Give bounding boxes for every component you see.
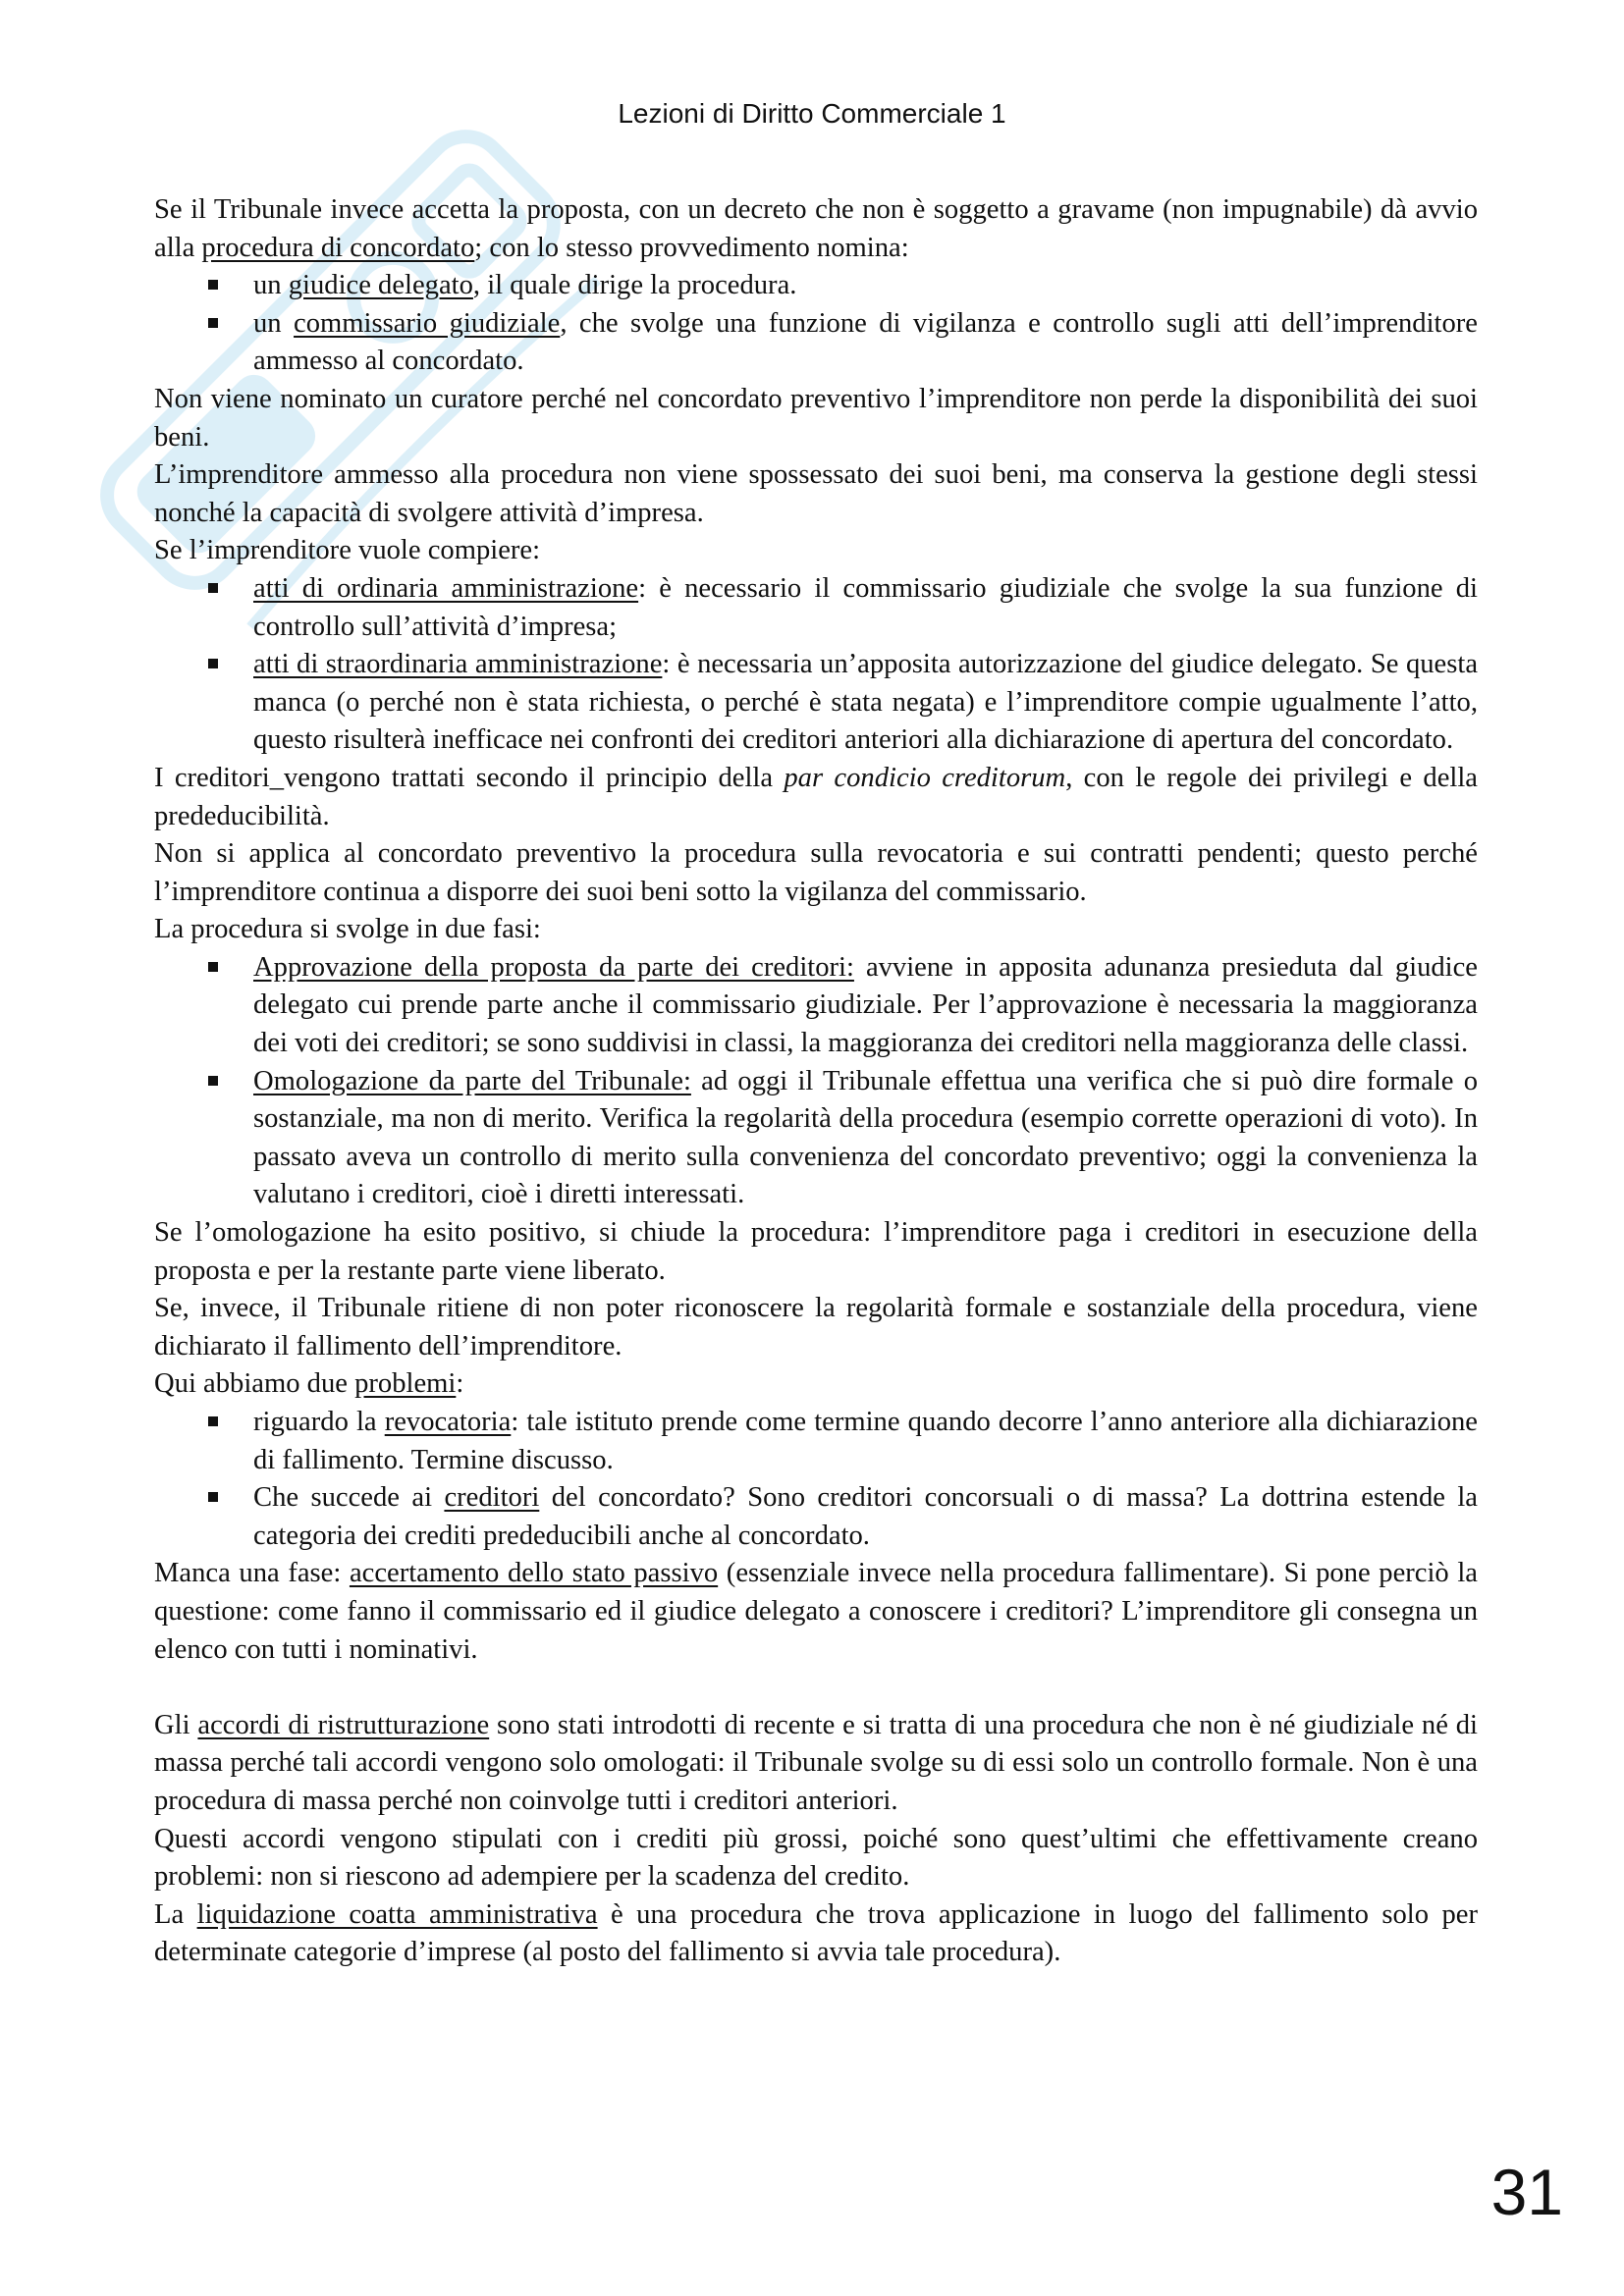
document-body xyxy=(154,191,1478,1972)
bullet-list xyxy=(154,570,1478,760)
list-item: riguardo la revocatoria: tale istituto prende come termine quando decorre l’anno anteriore alla dichiarazione di fallimento. Termine discusso. xyxy=(154,1404,1478,1479)
paragraph: Qui abbiamo due problemi: xyxy=(154,1368,464,1400)
bullet-square-icon xyxy=(208,962,218,972)
italic-term: par condicio creditorum xyxy=(784,762,1066,793)
underlined-term: atti di ordinaria amministrazione xyxy=(253,572,639,604)
underlined-term: creditori xyxy=(444,1482,540,1514)
bullet-list xyxy=(154,1404,1478,1555)
bullet-square-icon xyxy=(208,583,218,593)
list-item: Che succede ai creditori del concordato? Sono creditori concorsuali o di massa? La dottrina estende la categoria dei crediti prededucibili anche al concordato. xyxy=(154,1479,1478,1555)
paragraph: Manca una fase: accertamento dello stato passivo (essenziale invece nella procedura fallimentare). Si pone perciò la questione: come fanno il commissario ed il giudice delegato a conoscere i creditori? L’imprenditore gli consegna un elenco con tutti i nominativi. xyxy=(154,1558,1478,1665)
page-number: 31 xyxy=(1490,2156,1563,2228)
underlined-term: commissario giudiziale xyxy=(294,307,561,339)
paragraph: I creditori_vengono trattati secondo il principio della par condicio creditorum, con le regole dei privilegi e della prededucibilità. xyxy=(154,762,1479,831)
bullet-square-icon xyxy=(208,1076,218,1086)
bullet-list xyxy=(154,949,1478,1214)
paragraph: La liquidazione coatta amministrativa è una procedura che trova applicazione in luogo del fallimento solo per determinate categorie d’imprese (al posto del fallimento si avvia tale procedura). xyxy=(154,1898,1478,1968)
list-item: atti di straordinaria amministrazione: è necessaria un’apposita autorizzazione del giudice delegato. Se questa manca (o perché non è stata richiesta, o perché è stata negata) e l’imprenditore compie ugualmente l’atto, questo risulterà inefficace nei confronti dei creditori anteriori alla dichiarazione di apertura del concordato. xyxy=(154,646,1478,760)
paragraph-gap xyxy=(154,1669,1478,1707)
bullet-square-icon xyxy=(208,1416,218,1426)
paragraph: Se, invece, il Tribunale ritiene di non poter riconoscere la regolarità formale e sostanziale della procedura, viene dichiarato il fallimento dell’imprenditore. xyxy=(154,1293,1478,1362)
list-item: atti di ordinaria amministrazione: è necessario il commissario giudiziale che svolge la sua funzione di controllo sull’attività d’impresa; xyxy=(154,570,1478,646)
underlined-term: atti di straordinaria amministrazione xyxy=(253,649,663,680)
bullet-list xyxy=(154,267,1478,381)
paragraph: Questi accordi vengono stipulati con i crediti più grossi, poiché sono quest’ultimi che effettivamente creano problemi: non si riescono ad adempiere per la scadenza del credito. xyxy=(154,1823,1478,1893)
underlined-term: accordi di ristrutturazione xyxy=(197,1709,490,1740)
paragraph: L’imprenditore ammesso alla procedura non viene spossessato dei suoi beni, ma conserva la gestione degli stessi nonché la capacità di svolgere attività d’impresa. xyxy=(154,459,1478,528)
list-item: Omologazione da parte del Tribunale: ad oggi il Tribunale effettua una verifica che si può dire formale o sostanziale, ma non di merito. Verifica la regolarità della procedura (esempio corrette operazioni di voto). In passato aveva un controllo di merito sulla convenienza del concordato preventivo; oggi la convenienza la valutano i creditori, cioè i diretti interessati. xyxy=(154,1063,1478,1214)
underlined-term: Approvazione della proposta da parte dei creditori: xyxy=(253,951,854,983)
paragraph: Non viene nominato un curatore perché nel concordato preventivo l’imprenditore non perde la disponibilità dei suoi beni. xyxy=(154,383,1478,453)
underlined-term: procedura di concordato xyxy=(201,232,475,263)
underlined-term: accertamento dello stato passivo xyxy=(349,1558,719,1589)
paragraph: Se l’omologazione ha esito positivo, si chiude la procedura: l’imprenditore paga i creditori in esecuzione della proposta e per la restante parte viene liberato. xyxy=(154,1217,1478,1286)
underlined-term: revocatoria xyxy=(384,1407,512,1437)
list-item: Approvazione della proposta da parte dei creditori: avviene in apposita adunanza presieduta dal giudice delegato cui prende parte anche il commissario giudiziale. Per l’approvazione è necessaria la maggioranza dei voti dei creditori; se sono suddivisi in classi, la maggioranza dei creditori nella maggioranza delle classi. xyxy=(154,949,1478,1063)
paragraph: Non si applica al concordato preventivo la procedura sulla revocatoria e sui contratti pendenti; questo perché l’imprenditore continua a disporre dei suoi beni sotto la vigilanza del commissario. xyxy=(154,838,1478,907)
bullet-square-icon xyxy=(208,1492,218,1502)
paragraph: Se l’imprenditore vuole compiere: xyxy=(154,535,541,566)
page-header: Lezioni di Diritto Commerciale 1 xyxy=(618,98,1006,129)
underlined-term: giudice delegato xyxy=(288,270,473,301)
underlined-term: liquidazione coatta amministrativa xyxy=(196,1898,598,1930)
paragraph: Gli accordi di ristrutturazione sono stati introdotti di recente e si tratta di una procedura che non è né giudiziale né di massa perché tali accordi vengono solo omologati: il Tribunale svolge su di essi solo un controllo formale. Non è una procedura di massa perché non coinvolge tutti i creditori anteriori. xyxy=(154,1709,1479,1816)
list-item: un commissario giudiziale, che svolge una funzione di vigilanza e controllo sugli atti dell’imprenditore ammesso al concordato. xyxy=(154,305,1478,381)
paragraph: La procedura si svolge in due fasi: xyxy=(154,914,541,945)
underlined-term: Omologazione da parte del Tribunale: xyxy=(253,1065,691,1096)
bullet-square-icon xyxy=(208,659,218,668)
paragraph: Se il Tribunale invece accetta la proposta, con un decreto che non è soggetto a gravame (non impugnabile) dà avvio alla procedura di concordato; con lo stesso provvedimento nomina: xyxy=(154,194,1478,263)
bullet-square-icon xyxy=(208,318,218,328)
list-item: un giudice delegato, il quale dirige la procedura. xyxy=(154,267,1478,305)
underlined-term: problemi xyxy=(354,1368,457,1400)
bullet-square-icon xyxy=(208,280,218,290)
